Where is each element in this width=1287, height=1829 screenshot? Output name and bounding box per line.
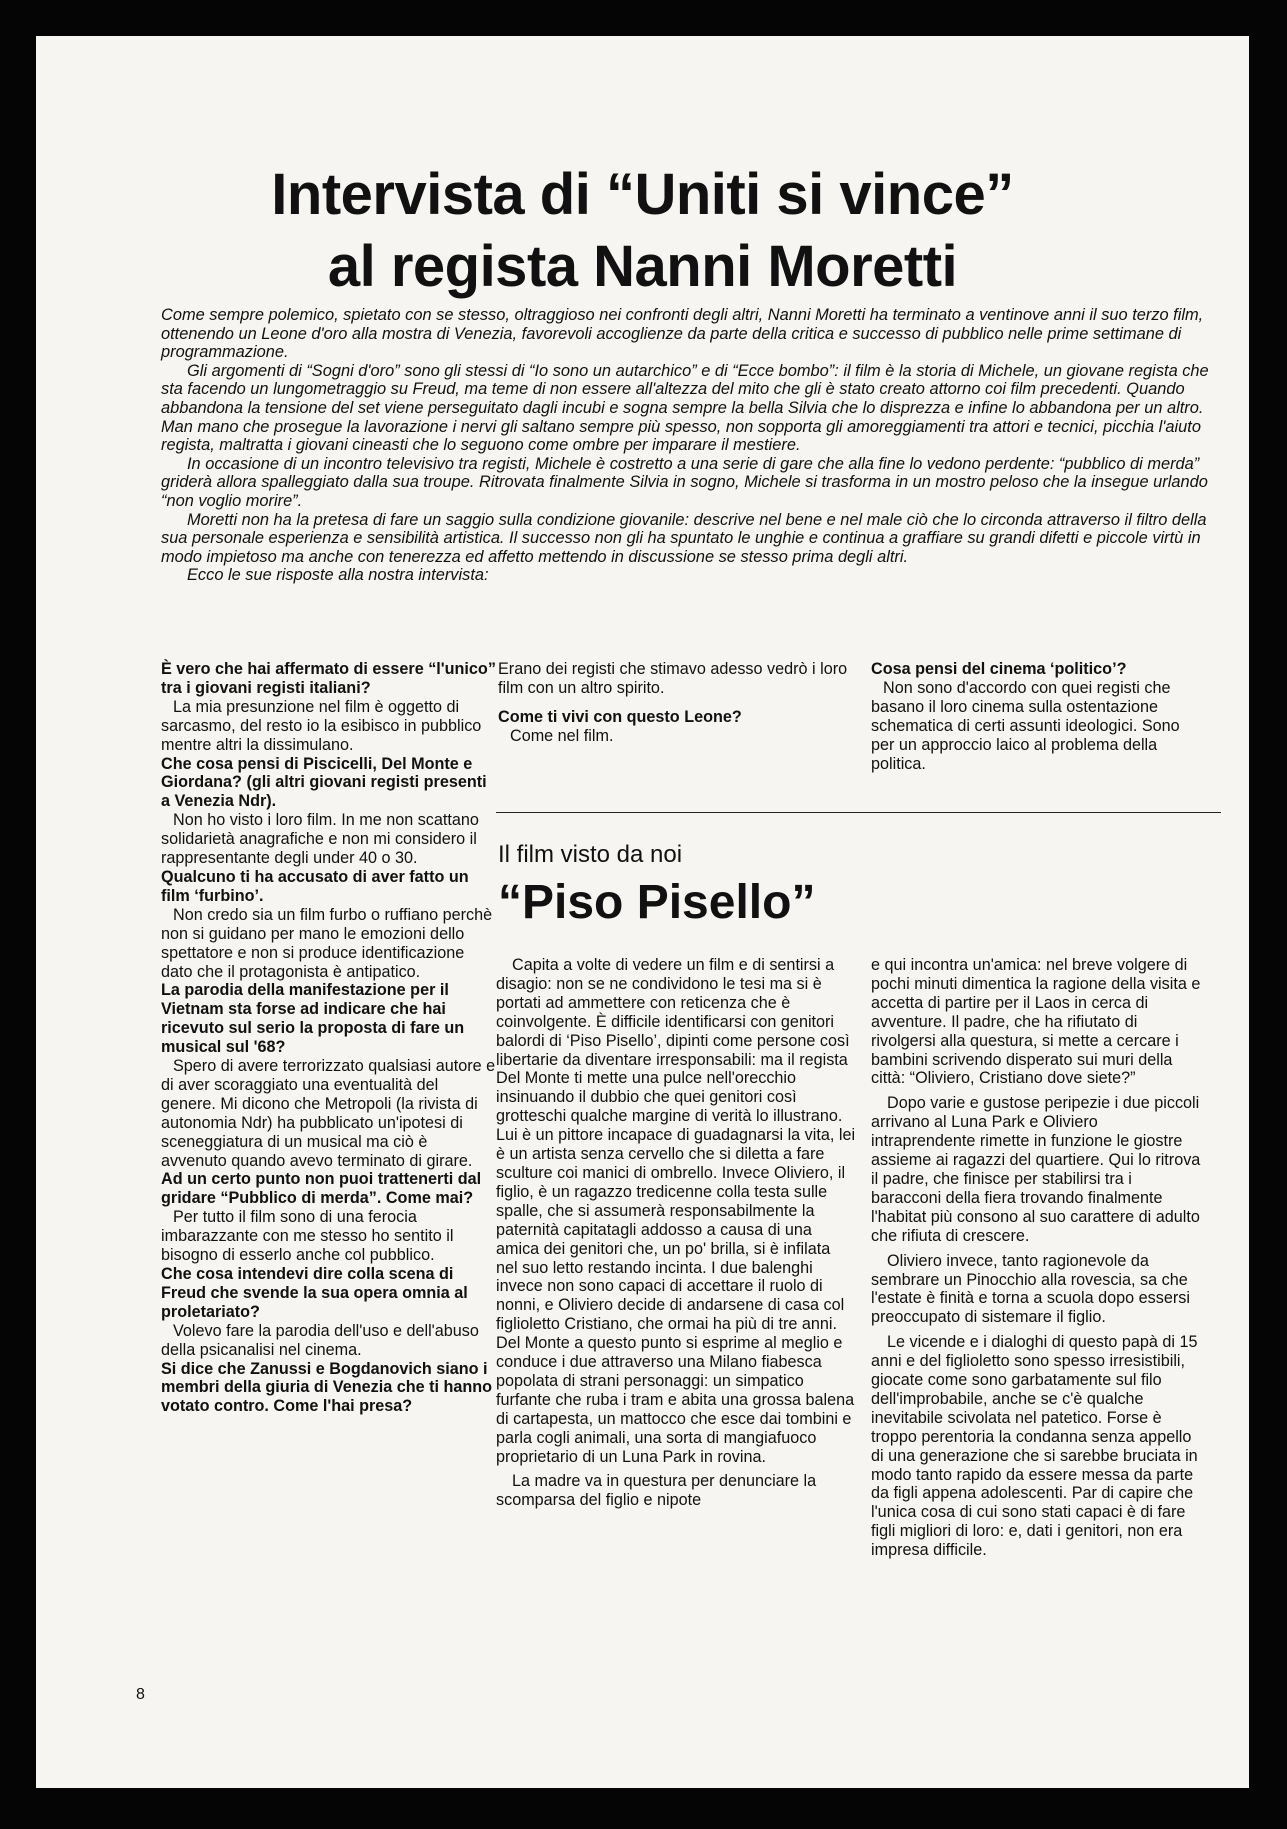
interview-answer: Non sono d'accordo con quei registi che basano il loro cinema sulla ostentazione schematica di certi assunti ideologici. Sono per un approccio laico al problema della politica. — [871, 678, 1180, 773]
article-intro — [161, 306, 1211, 585]
review-paragraph: e qui incontra un'amica: nel breve volgere di pochi minuti dimentica la ragione della visita e accetta di partire per il Laos in cerca di avventure. Il padre, che ha rifiutato di rivolgersi alla questura, si mette a cercare i bambini scrivendo disperato sui muri della città: “Oliviero, Cristiano dove siete?” — [871, 956, 1201, 1088]
intro-paragraph: Come sempre polemico, spietato con se stesso, oltraggioso nei confronti degli altri, Nanni Moretti ha terminato a ventinove anni il suo terzo film, ottenendo un Leone d'oro alla mostra di Venezia, favorevoli accoglienze da parte della critica e successo di pubblico nelle prime settimane di programmazione. — [161, 306, 1204, 362]
interview-question: Qualcuno ti ha accusato di aver fatto un film ‘furbino’. — [161, 867, 469, 905]
intro-paragraph: Gli argomenti di “Sogni d'oro” sono gli stessi di “Io sono un autarchico” e di “Ecce bombo”: il film è la storia di Michele, un giovane regista che sta facendo un lungometraggio su Freud, ma teme di non essere all'altezza del mito che gli è stato creato attorno coi film precedenti. Quando abbandona la tensione del set viene perseguitato dagli incubi e sogna sempre la bella Silvia che lo disprezza e infine lo abbandona per un altro. Man mano che prosegue la lavorazione i nervi gli saltano sempre più spesso, non sopporta gli amoreggiamenti tra attori e tecnici, picchia l'aiuto regista, maltratta i giovani cineasti che lo seguono come ombre per imparare il mestiere. — [161, 361, 1209, 455]
review-column-1 — [496, 956, 856, 1516]
interview-answer: La mia presunzione nel film è oggetto di sarcasmo, del resto io la esibisco in pubblico mentre altri la dissimulano. — [161, 697, 482, 754]
interview-question: Che cosa pensi di Piscicelli, Del Monte e Giordana? (gli altri giovani registi presenti a Venezia Ndr). — [161, 754, 487, 811]
interview-answer: Non credo sia un film furbo o ruffiano perchè non si guidano per mano le emozioni dello spettatore e non si produce identificazione dato che il protagonista è antipatico. — [161, 905, 493, 981]
review-paragraph: Le vicende e i dialoghi di questo papà di 15 anni e del figlioletto sono spesso irresistibili, giocate come sono garbatamente sul filo dell'improbabile, anche se c'è qualche inevitabile scivolata nel patetico. Forse è troppo perentoria la condanna senza appello di una generazione che si sarebbe bruciata in modo tanto rapido da essere messa da parte da figli appena adolescenti. Par di capire che l'unica cosa di cui sono stati capaci è di fare figli migliori di loro: e, dati i genitori, non era impresa difficile. — [871, 1333, 1198, 1560]
interview-question: Ad un certo punto non puoi trattenerti dal gridare “Pubblico di merda”. Come mai? — [161, 1170, 482, 1208]
interview-question: Si dice che Zanussi e Bogdanovich siano i membri della giuria di Venezia che ti hanno votato contro. Come l'hai presa? — [161, 1359, 493, 1416]
review-paragraph: Oliviero invece, tanto ragionevole da sembrare un Pinocchio alla rovescia, sa che l'estate è finità e torna a scuola dopo essersi preoccupato di sistemare il figlio. — [871, 1251, 1190, 1327]
intro-paragraph: Moretti non ha la pretesa di fare un saggio sulla condizione giovanile: descrive nel bene e nel male ciò che lo circonda attraverso il filtro della sua personale esperienza e sensibilità artistica. Il successo non gli ha spuntato le unghie e continua a graffiare su grandi difetti e piccole virtù in modo impietoso ma anche con tenerezza ed affetto mettendo in discussione se stesso prima degli altri. — [161, 510, 1207, 566]
interview-question: Che cosa intendevi dire colla scena di Freud che svende la sua opera omnia al proletariato? — [161, 1265, 468, 1321]
intro-paragraph: Ecco le sue risposte alla nostra intervista: — [187, 566, 489, 585]
review-title: “Piso Pisello” — [498, 876, 816, 929]
review-header — [498, 841, 858, 930]
page-number: 8 — [136, 1686, 145, 1703]
review-paragraph: Dopo varie e gustose peripezie i due piccoli arrivano al Luna Park e Oliviero intraprendente rimette in funzione le giostre assieme ai ragazzi del quartiere. Qui lo ritrova il padre, che finisce per stabilirsi tra i baracconi della fiera trovando finalmente l'habitat più consono al suo carattere di adulto che rifiuta di crescere. — [871, 1094, 1201, 1245]
interview-question: Cosa pensi del cinema ‘politico’? — [871, 660, 1127, 678]
interview-column-2 — [498, 660, 854, 746]
interview-answer: Non ho visto i loro film. In me non scattano solidarietà anagrafiche e non mi considero il rappresentante degli under 40 o 30. — [161, 811, 479, 868]
review-paragraph: La madre va in questura per denunciare la scomparsa del figlio e nipote — [496, 1472, 817, 1510]
review-column-2 — [871, 956, 1205, 1566]
interview-question: Come ti vivi con questo Leone? — [498, 707, 742, 726]
intro-paragraph: In occasione di un incontro televisivo tra registi, Michele è costretto a una serie di gare che alla fine lo vedono perdente: “pubblico di merda” griderà allora spalleggiato dalla sua troupe. Ritrovata finalmente Silvia in sogno, Michele si trasforma in un mostro peloso che la insegue urlando “non voglio morire”. — [161, 454, 1208, 510]
article-title-line-2: al regista Nanni Moretti — [327, 234, 958, 299]
review-kicker: Il film visto da noi — [498, 841, 683, 868]
article-title-line-1: Intervista di “Uniti si vince” — [271, 162, 1014, 227]
interview-question: La parodia della manifestazione per il Vietnam sta forse ad indicare che hai ricevuto sul serio la proposta di fare un musical sul '68? — [161, 981, 465, 1057]
review-paragraph: Capita a volte di vedere un film e di sentirsi a disagio: non se ne condividono le tesi ma si è portati ad ammettere con reticenza che è coinvolgente. È difficile identificarsi con genitori balordi di ‘Piso Pisello’, dipinti come persone così libertarie da diventare irresponsabili: ma il regista Del Monte ti mette una pulce nell'orecchio insinuando il dubbio che quei genitori così grotteschi qualche margine di verità lo illustrano. Lui è un pittore incapace di guadagnarsi la vita, lei è un artista senza cervello che si diletta a fare sculture coi manici di ombrello. Invece Oliviero, il figlio, è un ragazzo tredicenne colla testa sulle spalle, che si assumerà responsabilmente la paternità capitatagli addosso a causa di una amica dei genitori che, un po' brilla, si è infilata nel suo letto restando incinta. I due balenghi invece non sono capaci di accettare il ruolo di nonni, e Oliviero decide di andarsene di casa col figlioletto Cristiano, che ormai ha più di tre anni. Del Monte a questo punto si esprime al meglio e conduce i due attraverso una Milano fiabesca popolata di strani personaggi: un simpatico furfante che ruba i tram e abita una grossa balena di cartapesta, un mattocco che esce dai tombini e parla cogli animali, una sorta di mangiafuoco proprietario di un Luna Park in rovina. — [496, 956, 856, 1466]
interview-answer-continued: Erano dei registi che stimavo adesso vedrò i loro film con un altro spirito. — [498, 660, 848, 697]
interview-answer: Volevo fare la parodia dell'uso e dell'abuso della psicanalisi nel cinema. — [161, 1321, 479, 1359]
interview-answer: Per tutto il film sono di una ferocia imbarazzante con me stesso ho sentito il bisogno di esserlo anche col pubblico. — [161, 1208, 454, 1265]
interview-answer: Spero di avere terrorizzato qualsiasi autore e di aver scoraggiato una eventualità del genere. Mi dicono che Metropoli (la rivista di autonomia Ndr) ha pubblicato un'ipotesi di sceneggiatura di un musical ma ciò è avvenuto quando avevo terminato di girare. — [161, 1057, 496, 1170]
interview-question: È vero che hai affermato di essere “l'unico” tra i giovani registi italiani? — [161, 660, 496, 697]
interview-column-1 — [161, 660, 497, 1416]
interview-answer: Come nel film. — [510, 726, 614, 745]
magazine-page — [36, 36, 1249, 1788]
interview-column-3 — [871, 660, 1205, 773]
section-divider — [496, 812, 1221, 813]
